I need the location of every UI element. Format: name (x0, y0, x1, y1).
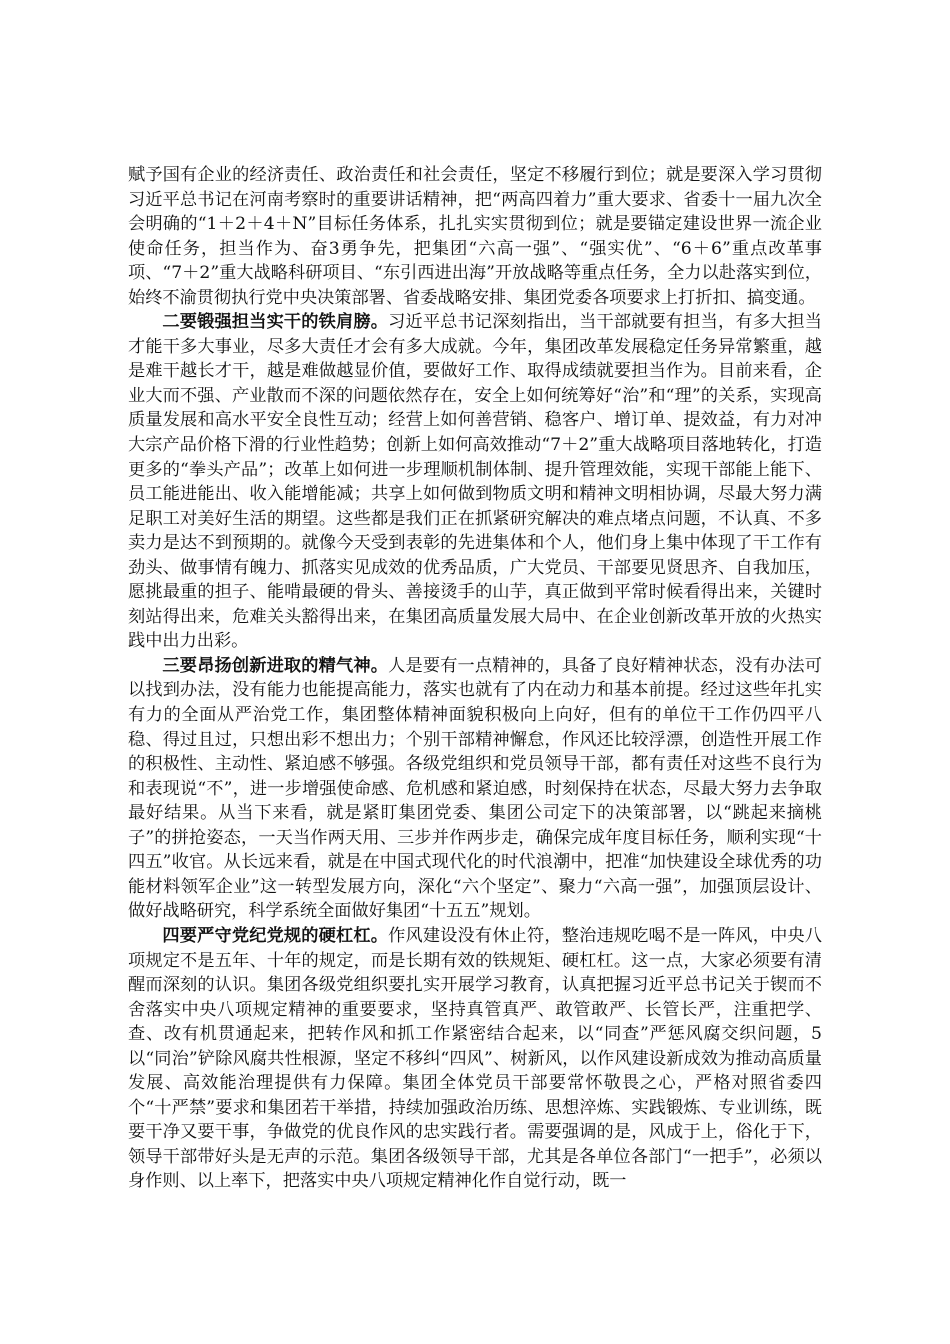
paragraph-text: 赋予国有企业的经济责任、政治责任和社会责任，坚定不移履行到位；就是要深入学习贯彻习近平总书记在河南考察时的重要讲话精神，把“两高四着力”重大要求、省委十一届九次全会明确的“1＋2＋4＋N”目标任务体系，扎扎实实贯彻到位；就是要锚定建设世界一流企业使命任务，担当作为、奋3勇争先，把集团“六高一强”、“强实优”、“6＋6”重点改革事项、“7＋2”重大战略科研项目、“东引西进出海”开放战略等重点任务，全力以赴落实到位，始终不渝贯彻执行党中央决策部署、省委战略安排、集团党委各项要求上打折扣、搞变通。 (128, 165, 822, 308)
section-heading: 三要昂扬创新进取的精气神。 (162, 655, 389, 676)
paragraph-text: 人是要有一点精神的，具备了良好精神状态，没有办法可以找到办法，没有能力也能提高能力，落实也就有了内在动力和基本前提。经过这些年扎实有力的全面从严治党工作，集团整体精神面貌积极向上向好，但有的单位干工作仍四平八稳、得过且过，只想出彩不想出力；个别干部精神懈怠，作风还比较浮漂，创造性开展工作的积极性、主动性、紧迫感不够强。各级党组织和党员领导干部，都有责任对这些不良行为和表现说“不”，进一步增强使命感、危机感和紧迫感，时刻保持在状态，尽最大努力去争取最好结果。从当下来看，就是紧盯集团党委、集团公司定下的决策部署，以“跳起来摘桃子”的拼抢姿态，一天当作两天用、三步并作两步走，确保完成年度目标任务，顺利实现“十四五”收官。从长远来看，就是在中国式现代化的时代浪潮中，把准“加快建设全球优秀的功能材料领军企业”这一转型发展方向，深化“六个坚定”、聚力“六高一强”，加强顶层设计、做好战略研究，科学系统全面做好集团“十五五”规划。 (128, 655, 822, 922)
paragraph-text: 作风建设没有休止符，整治违规吃喝不是一阵风，中央八项规定不是五年、十年的规定，而是长期有效的铁规矩、硬杠杠。这一点，大家必须要有清醒而深刻的认识。集团各级党组织要扎实开展学习教育，认真把握习近平总书记关于锲而不舍落实中央八项规定精神的重要要求，坚持真管真严、敢管敢严、长管长严，注重把学、查、改有机贯通起来，把转作风和抓工作紧密结合起来，以“同查”严惩风腐交织问题，5以“同治”铲除风腐共性根源，坚定不移纠“四风”、树新风，以作风建设新成效为推动高质量发展、高效能治理提供有力保障。集团全体党员干部要常怀敬畏之心，严格对照省委四个“十严禁”要求和集团若干举措，持续加强政治历练、思想淬炼、实践锻炼、专业训练，既要干净又要干事，争做党的优良作风的忠实践行者。需要强调的是，风成于上，俗化于下，领导干部带好头是无声的示范。集团各级领导干部，尤其是各单位各部门“一把手”，必须以身作则、以上率下，把落实中央八项规定精神化作自觉行动，既一 (128, 925, 822, 1192)
paragraph-continuation (128, 163, 822, 310)
paragraph-section-four (128, 924, 822, 1194)
paragraph-section-two (128, 310, 822, 654)
paragraph-section-three (128, 654, 822, 924)
paragraph-text: 习近平总书记深刻指出，当干部就要有担当，有多大担当才能干多大事业，尽多大责任才会有多大成就。今年，集团改革发展稳定任务异常繁重，越是难干越长才干，越是难做越显价值，要做好工作、取得成绩就要担当作为。目前来看，企业大而不强、产业散而不深的问题依然存在，安全上如何统筹好“治”和“理”的关系，实现高质量发展和高水平安全良性互动；经营上如何善营销、稳客户、增订单、提效益，有力对冲大宗产品价格下滑的行业性趋势；创新上如何高效推动“7＋2”重大战略项目落地转化，打造更多的“拳头产品”；改革上如何进一步理顺机制体制、提升管理效能，实现干部能上能下、员工能进能出、收入能增能减；共享上如何做到物质文明和精神文明相协调，尽最大努力满足职工对美好生活的期望。这些都是我们正在抓紧研究解决的难点堵点问题，不认真、不多卖力是达不到预期的。就像今天受到表彰的先进集体和个人，他们身上集中体现了干工作有劲头、做事情有魄力、抓落实见成效的优秀品质，广大党员、干部要见贤思齐、自我加压，愿挑最重的担子、能啃最硬的骨头、善接烫手的山芋，真正做到平常时候看得出来，关键时刻站得出来，危难关头豁得出来，在集团高质量发展大局中、在企业创新改革开放的火热实践中出力出彩。 (128, 312, 822, 652)
document-body (128, 163, 822, 1194)
section-heading: 二要锻强担当实干的铁肩膀。 (162, 312, 389, 333)
section-heading: 四要严守党纪党规的硬杠杠。 (162, 925, 389, 946)
